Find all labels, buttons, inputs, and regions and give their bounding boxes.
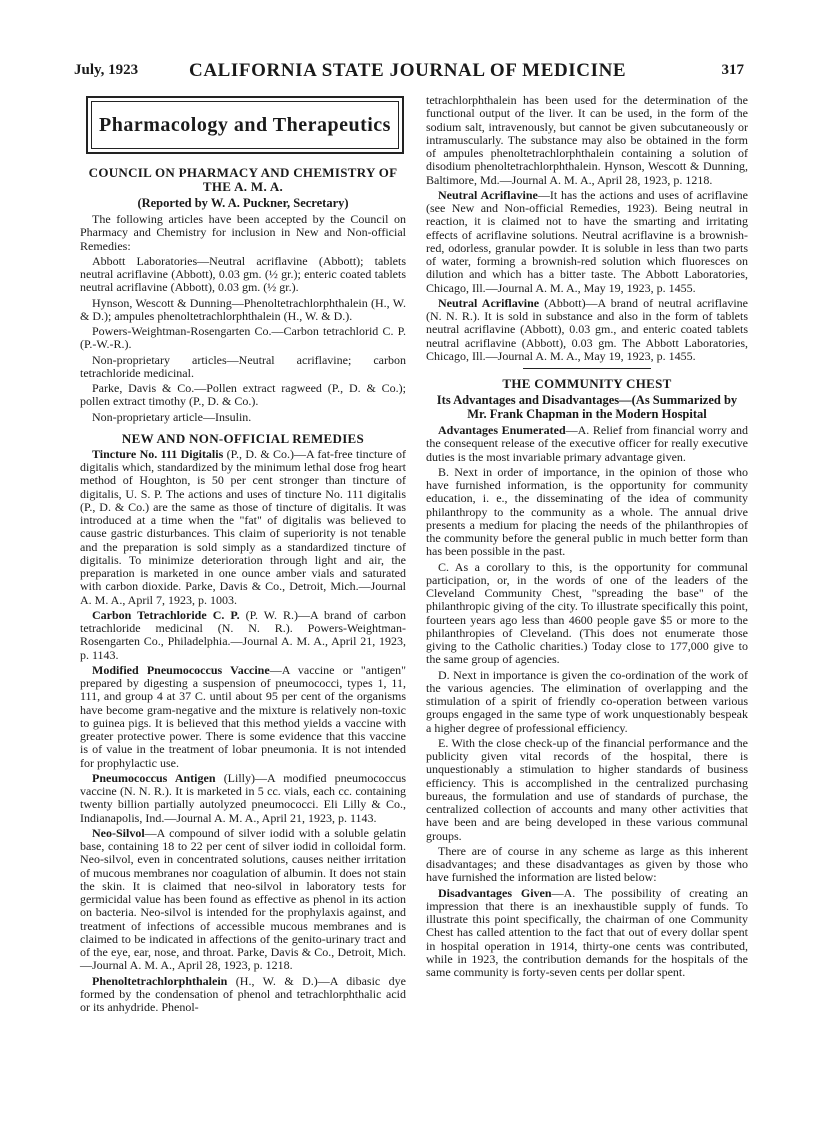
remedy-text: (P. W. R.)—A brand of carbon tetrachloride medicinal (N. N. R.). Powers-Weightman-Rosengarten Co., Philadelphia.—Journal A. M. A., April 21, 1923, p. 1143. [80, 607, 407, 662]
council-heading: COUNCIL ON PHARMACY AND CHEMISTRY OF THE A. M. A. [88, 165, 398, 194]
paragraph-label: Disadvantages Given [438, 885, 552, 900]
remedy-entry [426, 189, 748, 295]
chest-paragraph [426, 887, 748, 980]
running-header [74, 60, 744, 82]
paragraph-label: Advantages Enumerated [438, 423, 566, 437]
remedy-entry [80, 664, 406, 770]
chest-paragraph: There are of course in any scheme as large as this inherent disadvantages; and these disadvantages as given by those who have furnished the information are listed below: [426, 843, 748, 885]
remedy-name: Tincture No. 111 Digitalis [92, 446, 224, 461]
remedy-entry [426, 297, 748, 363]
remedy-name: Phenoltetrachlorphthalein [92, 973, 228, 988]
paragraph-text: —A. Relief from financial worry and the consequent release of the executive officer for really executive duties is the most invariable primary advantage given. [426, 423, 748, 464]
right-column [426, 94, 748, 979]
continued-text: tetrachlorphthalein has been used for the determination of the functional output of the liver. It can be used, in the form of the sodium salt, intravenously, but cannot be given subcutaneously or intramuscularly. The substance may also be obtained in the form of ampules phenoltetrachlorphthalein containing a solution of disodium phenoltetrachlorphthalein. Hynson, Wescott & Dunning, Baltimore, Md.—Journal A. M. A., April 28, 1923, p. 1218. [426, 93, 748, 187]
section-title-box [86, 96, 404, 154]
left-column [80, 94, 406, 1014]
remedy-name: Neutral Acriflavine [438, 187, 538, 202]
chest-paragraph: D. Next in importance is given the co-ordination of the work of the various agencies. The elimination of overlapping and the stimulation of a spirit of friendly co-operation between various groups engaged in the same type of work unquestionably bespeak a higher degree of professional efficiency. [426, 667, 748, 735]
remedy-text: —A compound of silver iodid with a soluble gelatin base, containing 18 to 22 per cent of silver iodid in colloidal form. Neo-silvol, even in concentrated solutions, causes neither irritation of mucous membranes nor coagulation of albumin. It does not stain the skin. It is claimed that neo-silvol in laboratory tests for germicidal value has been found as effective as phenol in its action on bacteria. Neo-silvol is intended for the prophylaxis against, and treatment of infections of accessible mucous membranes and is claimed to be indicated in affections of the genito-urinary tract and of the eye, ear, nose, and throat. Parke, Davis & Co., Detroit, Mich.—Journal A. M. A., April 28, 1923, p. 1218. [80, 825, 406, 973]
council-reporter: (Reported by W. A. Puckner, Secretary) [137, 196, 349, 210]
page-number: 317 [721, 62, 744, 78]
journal-title: CALIFORNIA STATE JOURNAL OF MEDICINE [189, 60, 627, 81]
remedy-entry [80, 772, 406, 825]
chest-paragraph: C. As a corollary to this, is the opportunity for communal participation, or, in the words of one of the leaders of the Cleveland Community Chest, "spreading the base" of the philanthropic giving of the city. To illustrate specifically this point, fourteen years ago less than 4600 people gave $5 or more to the philanthropies of Cleveland. (This does not enumerate those giving to the Catholic charities.) Today close to 177,000 give to the same group of agencies. [426, 559, 748, 667]
community-chest-subheading: Its Advantages and Disadvantages—(As Summarized by Mr. Frank Chapman in the Modern Hospital [436, 393, 738, 421]
remedy-name: Carbon Tetrachloride C. P. [92, 607, 240, 622]
council-entry: Hynson, Wescott & Dunning—Phenoltetrachlorphthalein (H., W. & D.); ampules phenoltetrachlorphthalein (H., W. & D.). [80, 295, 406, 323]
chest-paragraph [426, 424, 748, 464]
remedy-name: Neo-Silvol [92, 825, 145, 840]
paragraph-text: —A. The possibility of creating an impression that there is an inexhaustible supply of funds. To illustrate this point specifically, the chairman of one Community Chest has called attention to the fact that out of every dollar spent in hospital operation in 1914, thirty-one cents was contributed, while in 1923, the contribution demands for the hospitals of the same community is forty-seven cents per dollar spent. [426, 885, 748, 979]
council-entry: Non-proprietary article—Insulin. [92, 409, 252, 424]
section-divider [523, 368, 652, 369]
remedy-name: Modified Pneumococcus Vaccine [92, 662, 270, 677]
remedy-entry [80, 827, 406, 973]
remedy-text: (H., W. & D.)—A dibasic dye formed by the condensation of phenol and tetrachlorphthalic acid or its anhydride. Phenol- [80, 973, 406, 1014]
remedy-text: (Abbott)—A brand of neutral acriflavine (N. N. R.). It is sold in substance and also in the form of tablets neutral acriflavine (Abbott), 0.03 gm., and enteric coated tablets neutral acriflavine (Abbott), 0.03 gm. The Abbott Laboratories, Chicago, Ill.—Journal A. M. A., May 19, 1923, p. 1455. [426, 295, 748, 363]
remedy-text: (Lilly)—A modified pneumococcus vaccine (N. N. R.). It is marketed in 5 cc. vials, each cc. containing twenty billion partially autolyzed pneumococci. Eli Lilly & Co., Indianapolis, Ind.—Journal A. M. A., April 21, 1923, p. 1143. [80, 770, 406, 825]
issue-date: July, 1923 [74, 62, 139, 78]
remedy-name: Pneumococcus Antigen [92, 770, 216, 785]
remedy-entry [80, 975, 406, 1015]
community-chest-heading: THE COMMUNITY CHEST [502, 376, 672, 391]
remedy-entry [80, 448, 406, 607]
remedy-text: —It has the actions and uses of acriflavine (see New and Non-official Remedies, 1923). Being neutral in reaction, it is claimed not to have the smarting and irritating effects of acriflavine solutions. Neutral acriflavine is a brownish-red, odorless, granular powder. It is soluble in less than two parts of water, forming a brownish-red solution which fluoresces on dilution and which has a bitter taste. The Abbott Laboratories, Chicago, Ill.—Journal A. M. A., May 19, 1923, p. 1455. [426, 187, 748, 295]
remedy-entry [80, 609, 406, 662]
remedy-text: —A vaccine or "antigen" prepared by digesting a suspension of pneumococci, types 1, 11, 111, and group 4 at 37 C. until about 95 per cent of the organisms have become gram-negative and the mixture is relatively non-toxic to guinea pigs. It is believed that this method yields a vaccine with greater protective power. There is some evidence that this vaccine is of value in the treatment of lobar pneumonia. It is not intended for prophylactic use. [80, 662, 406, 770]
chest-paragraph: E. With the close check-up of the financial performance and the publicity given vital records of the hospital, there is unquestionably a stimulation to higher standards of business efficiency. This is accomplished in the centralized purchasing bureaus, the formulation and use of standards of purchase, the centralized collection of accounts and many other activities that have been and are being developed in these various communal groups. [426, 735, 748, 843]
section-title: Pharmacology and Therapeutics [91, 101, 399, 149]
council-entry: Powers-Weightman-Rosengarten Co.—Carbon tetrachlorid C. P. (P.-W.-R.). [80, 324, 406, 352]
council-entry: Parke, Davis & Co.—Pollen extract ragweed (P., D. & Co.); pollen extract timothy (P., D. & Co.). [80, 381, 406, 409]
chest-paragraph: B. Next in order of importance, in the opinion of those who have furnished information, is the opportunity for community education, i. e., the disseminating of the idea of community philanthropy to the community as a whole. The annual drive presents a medium for placing the needs of the philanthropies of the community before the general public in much better form than has been possible in the past. [426, 464, 748, 559]
council-intro: The following articles have been accepted by the Council on Pharmacy and Chemistry for inclusion in New and Non-official Remedies: [80, 212, 406, 253]
remedies-heading: NEW AND NON-OFFICIAL REMEDIES [121, 430, 365, 446]
council-entry: Non-proprietary articles—Neutral acriflavine; carbon tetrachloride medicinal. [80, 352, 406, 380]
council-entry: Abbott Laboratories—Neutral acriflavine (Abbott); tablets neutral acriflavine (Abbott), 0.03 gm. (½ gr.); enteric coated tablets neutral acriflavine (Abbott), 0.03 gm. (½ gr.). [80, 253, 406, 295]
remedy-text: (P., D. & Co.)—A fat-free tincture of digitalis which, standardized by the minimum lethal dose frog heart method of Houghton, is 50 per cent stronger than tincture of digitalis, U. S. P. The actions and uses of tincture No. 111 digitalis (P., D. & Co.) are the same as those of tincture of digitalis. It was introduced at a time when the "fat" of digitalis was believed to cause gastric disturbances. This claim of superiority is not tenable and the preparation is sold simply as a standardized tincture of digitalis. To minimize deterioration through light and air, the preparation is marketed in one ounce amber vials and saturated with carbon dioxide. Parke, Davis & Co., Detroit, Mich.—Journal A. M. A., April 7, 1923, p. 1003. [80, 446, 406, 607]
remedy-name: Neutral Acriflavine [438, 295, 540, 310]
